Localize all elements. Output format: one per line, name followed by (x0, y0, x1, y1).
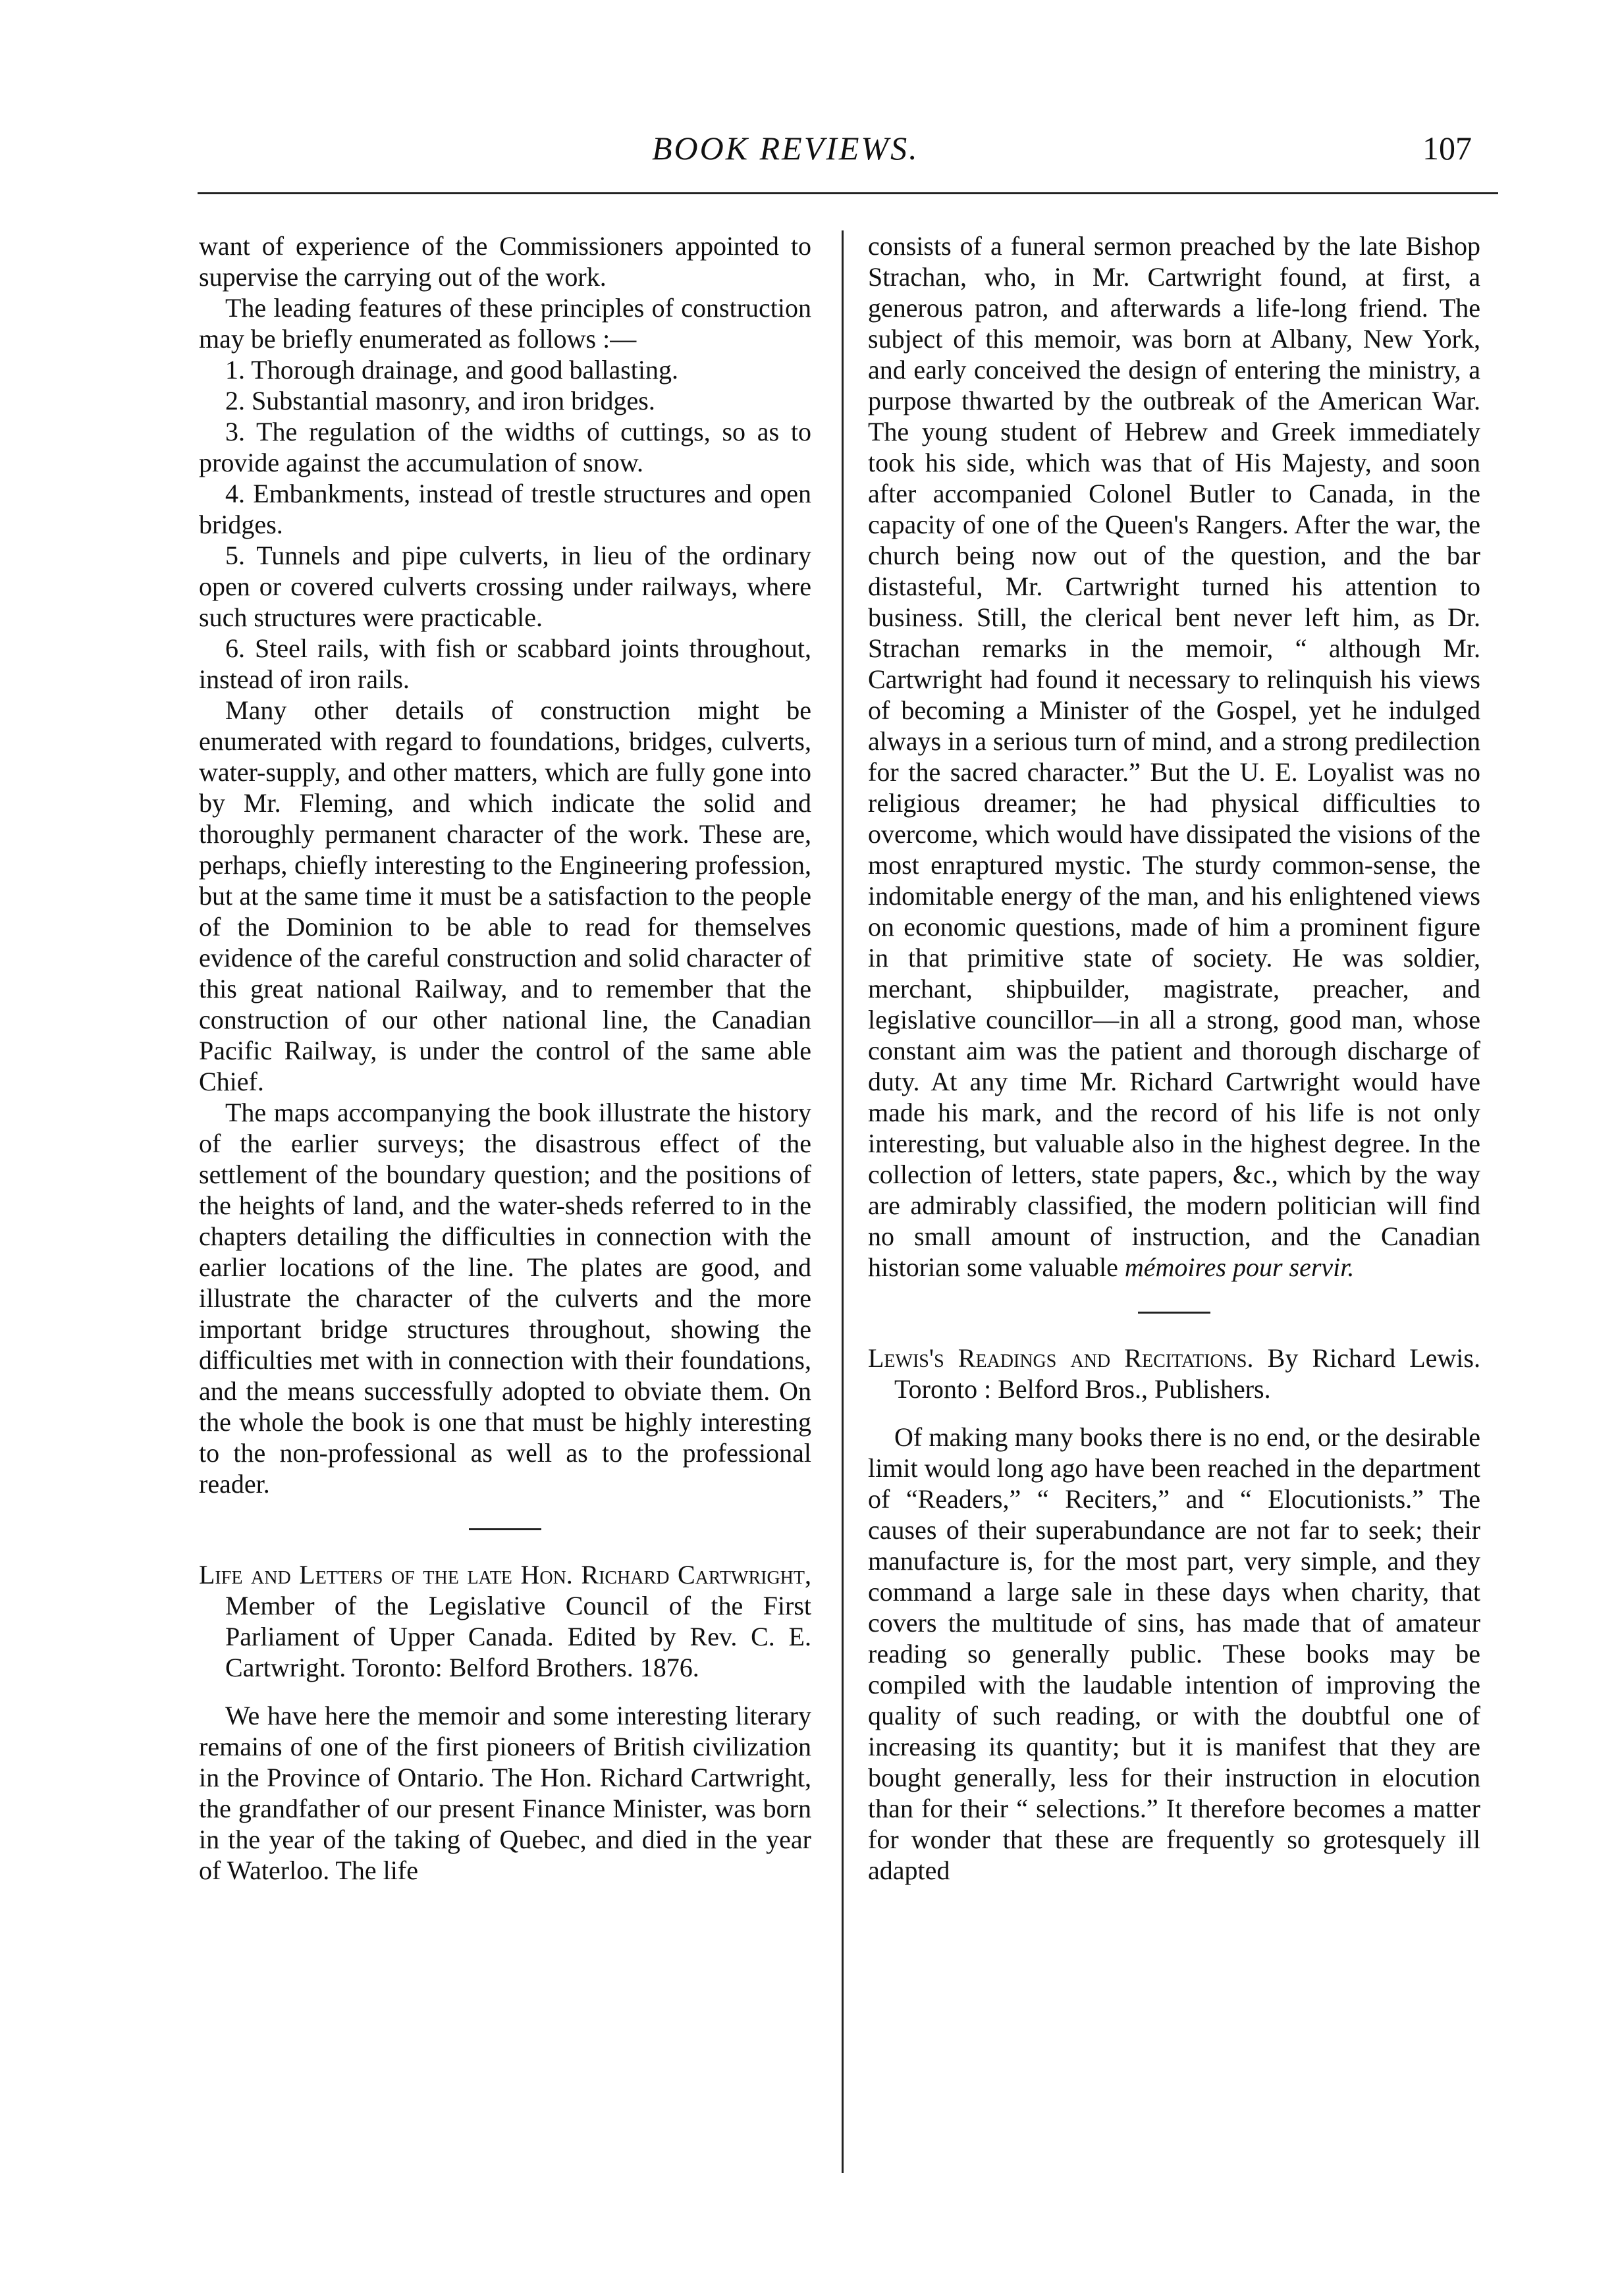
italic-phrase: mémoires pour servir. (1124, 1252, 1355, 1282)
right-column (868, 230, 1480, 1886)
review-paragraph: We have here the memoir and some interesting literary remains of one of the first pioneers of British civilization in the Province of Ontario. The Hon. Richard Cartwright, the grandfather of our present Finance Minister, was born in the year of the taking of Quebec, and died in the year of Waterloo. The life (199, 1701, 811, 1885)
section-divider (1138, 1312, 1210, 1314)
column-divider (842, 230, 844, 2173)
review-publication-details: By Richard Lewis. Toronto : Belford Bros., Publishers. (894, 1343, 1480, 1404)
paragraph-intro: The leading features of these principles of construction may be briefly enumerated as follows :— (199, 293, 811, 354)
list-item: 2. Substantial masonry, and iron bridges. (225, 386, 655, 415)
section-divider (469, 1528, 541, 1530)
list-item: 1. Thorough drainage, and good ballasting. (225, 355, 679, 385)
review-title: Lewis's Readings and Recitations. (868, 1343, 1254, 1373)
paragraph-maps: The maps accompanying the book illustrate the history of the earlier surveys; the disastrous effect of the settlement of the boundary question; and the positions of the heights of land, and the water-sheds referred to in the chapters detailing the difficulties in connection with the earlier locations of the line. The plates are good, and illustrate the character of the culverts and the more important bridge structures throughout, showing the difficulties met with in connection with their foundations, and the means successfully adopted to obviate them. On the whole the book is one that must be highly interesting to the non-professional as well as to the professional reader. (199, 1098, 811, 1499)
paragraph-continuation: want of experience of the Commissioners appointed to supervise the carrying out of the work. (199, 231, 811, 292)
paragraph-continuation (868, 230, 1480, 1283)
list-item: 3. The regulation of the widths of cuttings, so as to provide against the accumulation of snow. (199, 417, 811, 477)
review-publication-details: Member of the Legislative Council of the First Parliament of Upper Canada. Edited by Rev. C. E. Cartwright. Toronto: Belford Brothers. 1876. (225, 1591, 811, 1682)
header-rule (198, 192, 1498, 194)
review-heading-cartwright (199, 1559, 811, 1683)
list-item: 6. Steel rails, with fish or scabbard joints throughout, instead of iron rails. (199, 633, 811, 694)
running-title: BOOK REVIEWS. (652, 130, 919, 167)
paragraph-details: Many other details of construction might be enumerated with regard to foundations, bridges, culverts, water-supply, and other matters, which are fully gone into by Mr. Fleming, and which indicate the solid and thoroughly permanent character of the work. These are, perhaps, chiefly interesting to the Engineering profession, but at the same time it must be a satisfaction to the people of the Dominion to be able to read for themselves evidence of the careful construction and solid character of this great national Railway, and to remember that the construction of our other national line, the Canadian Pacific Railway, is under the control of the same able Chief. (199, 695, 811, 1096)
list-item: 5. Tunnels and pipe culverts, in lieu of the ordinary open or covered culverts crossing under railways, where such structures were practicable. (199, 541, 811, 632)
review-paragraph: Of making many books there is no end, or the desirable limit would long ago have been reached in the department of “Readers,” “ Reciters,” and “ Elocutionists.” The causes of their superabundance are not far to seek; their manufacture is, for the most part, very simple, and they command a large sale in these days when charity, that covers the multitude of sins, has made that of amateur reading so generally public. These books may be compiled with the laudable intention of improving the quality of such reading, or with the doubtful one of increasing its quantity; but it is manifest that they are bought generally, less for their instruction in elocution than for their “ selections.” It therefore becomes a matter for wonder that these are frequently so grotesquely ill adapted (868, 1422, 1480, 1885)
left-column (199, 230, 811, 1886)
page-number: 107 (1422, 130, 1472, 167)
running-head (0, 129, 1620, 175)
review-title: Life and Letters of the late Hon. Richard Cartwright, (199, 1560, 811, 1589)
list-item: 4. Embankments, instead of trestle structures and open bridges. (199, 479, 811, 539)
continuation-text: consists of a funeral sermon preached by the late Bishop Strachan, who, in Mr. Cartwright found, at first, a generous patron, and afterwards a life-long friend. The subject of this memoir, was born at Albany, New York, and early conceived the design of entering the ministry, a purpose thwarted by the outbreak of the American War. The young student of Hebrew and Greek immediately took his side, which was that of His Majesty, and soon after accompanied Colonel Butler to Canada, in the capacity of one of the Queen's Rangers. After the war, the church being now out of the question, and the bar distasteful, Mr. Cartwright turned his attention to business. Still, the clerical bent never left him, as Dr. Strachan remarks in the memoir, “ although Mr. Cartwright had found it necessary to relinquish his views of becoming a Minister of the Gospel, yet he indulged always in a serious turn of mind, and a strong predilection for the sacred character.” But the U. E. Loyalist was no religious dreamer; he had physical difficulties to overcome, which would have dissipated the visions of the most enraptured mystic. The sturdy common-sense, the indomitable energy of the man, and his enlightened views on economic questions, made of him a prominent figure in that primitive state of society. He was soldier, merchant, shipbuilder, magistrate, preacher, and legislative councillor—in all a strong, good man, whose constant aim was the patient and thorough discharge of duty. At any time Mr. Richard Cartwright would have made his mark, and the record of his life is not only interesting, but valuable also in the highest degree. In the collection of letters, state papers, &c., which by the way are admirably classified, the modern politician will find no small amount of instruction, and the Canadian historian some valuable (868, 231, 1480, 1282)
review-heading-lewis (868, 1343, 1480, 1404)
